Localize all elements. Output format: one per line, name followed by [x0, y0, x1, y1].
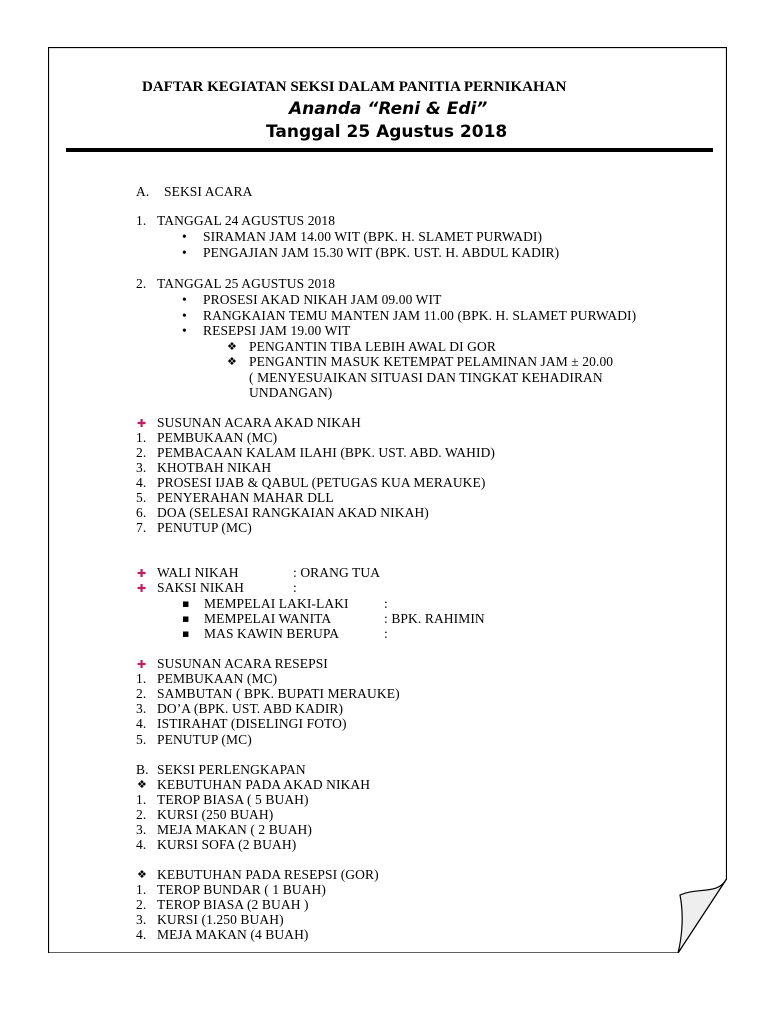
wali-label: WALI NIKAH: [157, 565, 239, 580]
square-bullet-icon: ▪: [182, 627, 190, 640]
saksi-item-value: :: [384, 626, 388, 641]
date2-item: RANGKAIAN TEMU MANTEN JAM 11.00 (BPK. H. SLAMET PURWADI): [203, 308, 637, 323]
resepsi-need-item: KURSI (1.250 BUAH): [157, 912, 284, 927]
date1-number: 1.: [136, 213, 147, 228]
document-title: DAFTAR KEGIATAN SEKSI DALAM PANITIA PERNIKAHAN: [142, 79, 567, 95]
date1-item: SIRAMAN JAM 14.00 WIT (BPK. H. SLAMET PURWADI): [203, 229, 543, 244]
bullet-icon: •: [182, 229, 187, 244]
list-number: 3.: [136, 822, 147, 837]
document-date: Tanggal 25 Agustus 2018: [266, 122, 508, 142]
bullet-icon: •: [182, 323, 187, 338]
resepsi-note: UNDANGAN): [249, 385, 333, 400]
list-number: 2.: [136, 445, 147, 460]
diamond-icon: ❖: [137, 868, 147, 881]
arrow-bullet-icon: ✚: [137, 658, 147, 671]
resepsi-needs-title: KEBUTUHAN PADA RESEPSI (GOR): [157, 867, 379, 882]
section-a-title: SEKSI ACARA: [164, 184, 253, 199]
list-number: 1.: [136, 671, 147, 686]
list-number: 1.: [136, 882, 147, 897]
saksi-colon: :: [293, 580, 297, 595]
date1-title: TANGGAL 24 AGUSTUS 2018: [157, 213, 336, 228]
paper-outline-curl: [48, 47, 727, 953]
date2-title: TANGGAL 25 AGUSTUS 2018: [157, 276, 336, 291]
list-number: 5.: [136, 732, 147, 747]
resepsi-item: DO’A (BPK. UST. ABD KADIR): [157, 701, 344, 716]
resepsi-sub-item: PENGANTIN MASUK KETEMPAT PELAMINAN JAM ± 20.00: [249, 354, 614, 369]
list-number: 1.: [136, 792, 147, 807]
saksi-label: SAKSI NIKAH: [157, 580, 244, 595]
bullet-icon: •: [182, 308, 187, 323]
document-couple: Ananda “Reni & Edi”: [289, 99, 488, 119]
akad-item: PEMBUKAAN (MC): [157, 430, 278, 445]
resepsi-need-item: TEROP BIASA (2 BUAH ): [157, 897, 309, 912]
diamond-icon: ❖: [137, 778, 147, 791]
resepsi-item: PEMBUKAAN (MC): [157, 671, 278, 686]
saksi-item-value: :: [384, 596, 388, 611]
resepsi-item: PENUTUP (MC): [157, 732, 252, 747]
resepsi-note: ( MENYESUAIKAN SITUASI DAN TINGKAT KEHADIRAN: [249, 370, 603, 385]
akad-need-item: TEROP BIASA ( 5 BUAH): [157, 792, 309, 807]
akad-item: DOA (SELESAI RANGKAIAN AKAD NIKAH): [157, 505, 429, 520]
list-number: 4.: [136, 837, 147, 852]
saksi-item-label: MEMPELAI LAKI-LAKI: [204, 596, 349, 611]
paper-sheet: [48, 47, 727, 953]
date2-item: PROSESI AKAD NIKAH JAM 09.00 WIT: [203, 292, 442, 307]
akad-need-item: KURSI SOFA (2 BUAH): [157, 837, 297, 852]
section-marker-b: B.: [136, 762, 149, 777]
resepsi-item: ISTIRAHAT (DISELINGI FOTO): [157, 716, 347, 731]
akad-item: PEMBACAAN KALAM ILAHI (BPK. UST. ABD. WAHID): [157, 445, 496, 460]
section-marker-a: A.: [136, 184, 150, 199]
list-number: 2.: [136, 897, 147, 912]
date2-number: 2.: [136, 276, 147, 291]
list-number: 2.: [136, 807, 147, 822]
wali-value: : ORANG TUA: [293, 565, 381, 580]
list-number: 5.: [136, 490, 147, 505]
arrow-bullet-icon: ✚: [137, 417, 147, 430]
list-number: 4.: [136, 716, 147, 731]
list-number: 7.: [136, 520, 147, 535]
list-number: 2.: [136, 686, 147, 701]
list-number: 4.: [136, 927, 147, 942]
akad-need-item: KURSI (250 BUAH): [157, 807, 274, 822]
akad-item: KHOTBAH NIKAH: [157, 460, 272, 475]
resepsi-item: SAMBUTAN ( BPK. BUPATI MERAUKE): [157, 686, 400, 701]
akad-title: SUSUNAN ACARA AKAD NIKAH: [157, 415, 361, 430]
saksi-item-value: : BPK. RAHIMIN: [384, 611, 485, 626]
list-number: 6.: [136, 505, 147, 520]
akad-item: PENUTUP (MC): [157, 520, 252, 535]
list-number: 3.: [136, 701, 147, 716]
date2-item: RESEPSI JAM 19.00 WIT: [203, 323, 351, 338]
akad-item: PENYERAHAN MAHAR DLL: [157, 490, 334, 505]
akad-item: PROSESI IJAB & QABUL (PETUGAS KUA MERAUKE): [157, 475, 486, 490]
resepsi-title: SUSUNAN ACARA RESEPSI: [157, 656, 328, 671]
diamond-icon: ❖: [227, 355, 237, 368]
bullet-icon: •: [182, 292, 187, 307]
resepsi-need-item: MEJA MAKAN (4 BUAH): [157, 927, 309, 942]
diamond-icon: ❖: [227, 340, 237, 353]
list-number: 1.: [136, 430, 147, 445]
akad-needs-title: KEBUTUHAN PADA AKAD NIKAH: [157, 777, 371, 792]
resepsi-need-item: TEROP BUNDAR ( 1 BUAH): [157, 882, 326, 897]
bullet-icon: •: [182, 245, 187, 260]
list-number: 3.: [136, 912, 147, 927]
arrow-bullet-icon: ✚: [137, 582, 147, 595]
resepsi-sub-item: PENGANTIN TIBA LEBIH AWAL DI GOR: [249, 339, 496, 354]
akad-need-item: MEJA MAKAN ( 2 BUAH): [157, 822, 313, 837]
section-b-title: SEKSI PERLENGKAPAN: [157, 762, 306, 777]
square-bullet-icon: ▪: [182, 612, 190, 625]
square-bullet-icon: ▪: [182, 597, 190, 610]
list-number: 4.: [136, 475, 147, 490]
header-rule: [66, 148, 713, 152]
saksi-item-label: MAS KAWIN BERUPA: [204, 626, 340, 641]
list-number: 3.: [136, 460, 147, 475]
date1-item: PENGAJIAN JAM 15.30 WIT (BPK. UST. H. ABDUL KADIR): [203, 245, 560, 260]
arrow-bullet-icon: ✚: [137, 567, 147, 580]
saksi-item-label: MEMPELAI WANITA: [204, 611, 332, 626]
